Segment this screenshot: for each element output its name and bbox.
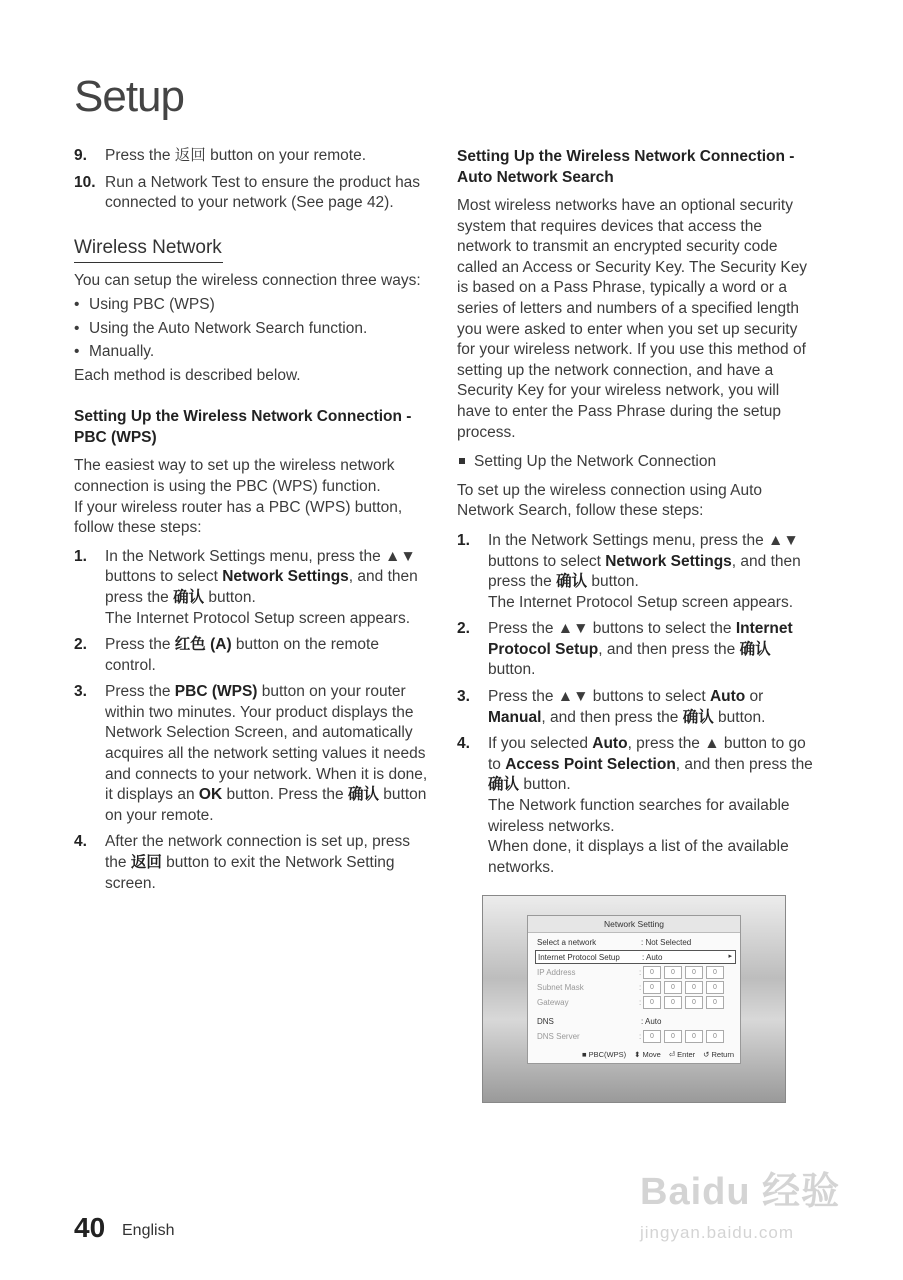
- setup-connection-item: [457, 452, 815, 473]
- text-bold: OK: [198, 786, 223, 804]
- text-bold: 确认: [488, 776, 520, 794]
- step-number: 9.: [74, 147, 87, 164]
- text-bold: Network Settings: [222, 568, 349, 586]
- octet-field: 0: [706, 981, 724, 994]
- text-run: , and then press the: [541, 708, 683, 726]
- text-run: The Internet Protocol Setup screen appears.: [488, 593, 794, 611]
- text-run: , and then press the: [488, 552, 801, 591]
- step-text: Press the 返回 button on your remote.: [105, 147, 367, 164]
- wireless-intro: You can setup the wireless connection three ways:: [74, 272, 421, 290]
- octet-field: 0: [643, 981, 661, 994]
- bullet-item: [74, 295, 430, 316]
- text-run: button.: [713, 708, 766, 726]
- text-bold: Network Settings: [605, 552, 732, 570]
- square-bullet-icon: [459, 458, 465, 464]
- octet-boxes: [643, 966, 727, 979]
- row-value: : Not Selected: [641, 938, 692, 947]
- right-column: [457, 146, 815, 884]
- text-run: button to exit the Network Setting screen.: [105, 854, 395, 892]
- row-label: Gateway: [537, 998, 569, 1007]
- auto-step-2: [457, 619, 815, 681]
- row-label: Subnet Mask: [537, 983, 584, 992]
- ip-address-row: [535, 966, 734, 978]
- row-value: : Auto: [642, 953, 663, 962]
- step-number: 4.: [457, 735, 470, 753]
- text-run: In the Network Settings menu, press the ▲▼ buttons to select: [105, 547, 416, 586]
- text-bold: 确认: [739, 640, 771, 658]
- text-run: Press the ▲▼ buttons to select: [488, 688, 710, 706]
- section-heading-wireless-network: Wireless Network: [74, 238, 223, 264]
- pbc-step-2: [74, 635, 430, 676]
- text-run: Press the: [105, 636, 175, 654]
- panel-title: Network Setting: [528, 916, 740, 933]
- bullet-icon: •: [74, 295, 80, 313]
- step-number: 2.: [74, 636, 87, 654]
- auto-setup-intro: To set up the wireless connection using Auto Network Search, follow these steps:: [457, 481, 763, 520]
- octet-field: 0: [643, 966, 661, 979]
- row-label: Select a network: [537, 938, 597, 947]
- step-text: [488, 619, 815, 681]
- left-column: [74, 146, 430, 900]
- step-number: 4.: [74, 833, 87, 851]
- pbc-step-4: [74, 832, 430, 894]
- step-text: [488, 687, 815, 728]
- bullet-text: Using PBC (WPS): [89, 295, 215, 313]
- step-number: 3.: [457, 688, 470, 706]
- watermark-url: jingyan.baidu.com: [640, 1223, 795, 1242]
- step-number: 3.: [74, 683, 87, 701]
- gateway-row: [535, 996, 734, 1008]
- auto-step-1: [457, 531, 815, 613]
- bullet-icon: •: [74, 343, 80, 361]
- text-run: button.: [204, 588, 256, 606]
- auto-search-para: Most wireless networks have an optional security system that requires devices that access the network to transmit an encrypted security code called an Access or Security Key. The Security Key is based on a Pass Phrase, typically a word or a series of letters and numbers of a specified length you were asked to enter when you set up security for your wireless network. If you use this method of setting up the network connection, and have a Security Key for your wireless network, you will have to enter the Pass Phrase during the setup process.: [457, 197, 808, 441]
- text-run: button on the remote control.: [105, 636, 379, 674]
- octet-field: 0: [706, 996, 724, 1009]
- enter-hint: ⏎ Enter: [668, 1050, 696, 1059]
- text-run: Press the ▲▼ buttons to select the: [488, 620, 736, 638]
- language-label: English: [122, 1222, 175, 1239]
- octet-boxes: [643, 996, 727, 1009]
- pbc-step-3: [74, 682, 430, 826]
- pbc-para-2: If your wireless router has a PBC (WPS) button, follow these steps:: [74, 498, 403, 537]
- text-run: button.: [519, 776, 571, 794]
- octet-field: 0: [643, 1030, 661, 1043]
- page-number: 40: [74, 1212, 106, 1243]
- octet-field: 0: [664, 966, 682, 979]
- method-note: Each method is described below.: [74, 366, 301, 384]
- text-bold: 确认: [347, 786, 379, 804]
- pbc-step-1: [74, 547, 430, 629]
- row-colon: :: [639, 998, 642, 1007]
- pbc-wps-hint: ■ PBC(WPS): [581, 1050, 627, 1059]
- return-hint: ↺ Return: [703, 1050, 734, 1059]
- row-label: Internet Protocol Setup: [538, 953, 620, 962]
- text-run: , and then press the: [598, 640, 740, 658]
- panel-footer: [528, 1049, 740, 1060]
- row-colon: :: [639, 968, 642, 977]
- ip-setup-row[interactable]: [535, 950, 736, 964]
- bullet-text: Using the Auto Network Search function.: [89, 319, 368, 337]
- row-label: DNS Server: [537, 1032, 580, 1041]
- step-text: [105, 635, 430, 676]
- step-text: [105, 547, 430, 629]
- bullet-item: [74, 342, 430, 363]
- octet-field: 0: [685, 1030, 703, 1043]
- network-setting-panel: [527, 915, 741, 1064]
- step-number: 2.: [457, 620, 470, 638]
- text-bold: Manual: [488, 708, 542, 726]
- row-colon: :: [639, 983, 642, 992]
- text-bold: 确认: [682, 708, 714, 726]
- text-run: If you selected: [488, 735, 593, 753]
- text-bold: 红色 (A): [174, 636, 232, 654]
- auto-step-4: [457, 734, 815, 878]
- baidu-watermark: [640, 1160, 855, 1260]
- octet-field: 0: [664, 996, 682, 1009]
- step-number: 1.: [74, 547, 87, 565]
- text-run: , press the ▲ button to go to: [488, 735, 806, 773]
- step-number: 1.: [457, 531, 470, 549]
- text-run: , and then press the: [105, 568, 418, 606]
- text-run: In the Network Settings menu, press the ▲▼ buttons to select: [488, 531, 799, 570]
- bullet-text: Manually.: [89, 343, 155, 361]
- octet-field: 0: [685, 996, 703, 1009]
- octet-field: 0: [664, 1030, 682, 1043]
- text-bold: Auto: [592, 735, 628, 753]
- step-text: [105, 832, 430, 894]
- text-bold: PBC (WPS): [174, 683, 258, 701]
- text-run: button on your router within two minutes. Your product displays the Network Selection Screen, and automatically acquires all the network setting values it needs and connects to your network. When it is done, it displays an: [105, 683, 428, 804]
- auto-step-3: [457, 687, 815, 728]
- text-run: The Internet Protocol Setup screen appears.: [105, 609, 411, 627]
- bullet-icon: •: [74, 319, 80, 337]
- text-run: button.: [488, 661, 536, 679]
- text-run: The Network function searches for available wireless networks.: [488, 797, 790, 835]
- item-text: Setting Up the Network Connection: [474, 453, 717, 471]
- octet-field: 0: [643, 996, 661, 1009]
- subnet-row: [535, 981, 734, 993]
- bullet-item: [74, 319, 430, 340]
- text-bold: Access Point Selection: [505, 755, 676, 773]
- octet-field: 0: [685, 966, 703, 979]
- row-label: IP Address: [537, 968, 576, 977]
- step-text: [488, 531, 815, 613]
- text-run: After the network connection is set up, press the: [105, 833, 410, 872]
- pbc-heading: Setting Up the Wireless Network Connection - PBC (WPS): [74, 408, 412, 447]
- octet-boxes: [643, 1030, 727, 1043]
- watermark-logo: Baidu 经验: [640, 1171, 841, 1213]
- page-title: Setup: [74, 72, 184, 121]
- text-run: button on your remote.: [105, 786, 427, 824]
- text-run: When done, it displays a list of the available networks.: [488, 838, 789, 876]
- select-network-row[interactable]: [535, 936, 734, 948]
- text-run: , and then press the: [675, 755, 813, 773]
- step-number: 10.: [74, 173, 96, 191]
- row-label: DNS: [537, 1017, 554, 1026]
- network-setting-screenshot: [482, 895, 786, 1103]
- octet-boxes: [643, 981, 727, 994]
- step-text: Run a Network Test to ensure the product has connected to your network (See page 42).: [105, 173, 421, 212]
- row-value: : Auto: [641, 1017, 662, 1026]
- text-run: button.: [587, 573, 639, 591]
- octet-field: 0: [706, 1030, 724, 1043]
- text-run: Press the: [105, 683, 175, 701]
- step-9: [74, 146, 430, 167]
- text-bold: 确认: [556, 573, 588, 591]
- move-hint: ⬍ Move: [634, 1050, 661, 1059]
- step-text: [488, 734, 815, 878]
- arrow-right-icon: ▸: [728, 953, 732, 960]
- text-bold: Internet Protocol Setup: [488, 620, 793, 658]
- dns-row[interactable]: [535, 1015, 734, 1027]
- octet-field: 0: [706, 966, 724, 979]
- step-text: [105, 682, 430, 826]
- step-10: [74, 173, 430, 214]
- auto-search-heading: Setting Up the Wireless Network Connection - Auto Network Search: [457, 148, 795, 186]
- pbc-para-1: The easiest way to set up the wireless network connection is using the PBC (WPS) function.: [74, 457, 395, 495]
- row-colon: :: [639, 1032, 642, 1041]
- text-run: or: [745, 688, 764, 706]
- octet-field: 0: [685, 981, 703, 994]
- text-bold: 确认: [173, 588, 205, 606]
- text-bold: Auto: [709, 688, 746, 706]
- octet-field: 0: [664, 981, 682, 994]
- text-bold: 返回: [130, 854, 162, 872]
- text-run: button. Press the: [222, 786, 348, 804]
- dns-server-row: [535, 1030, 734, 1042]
